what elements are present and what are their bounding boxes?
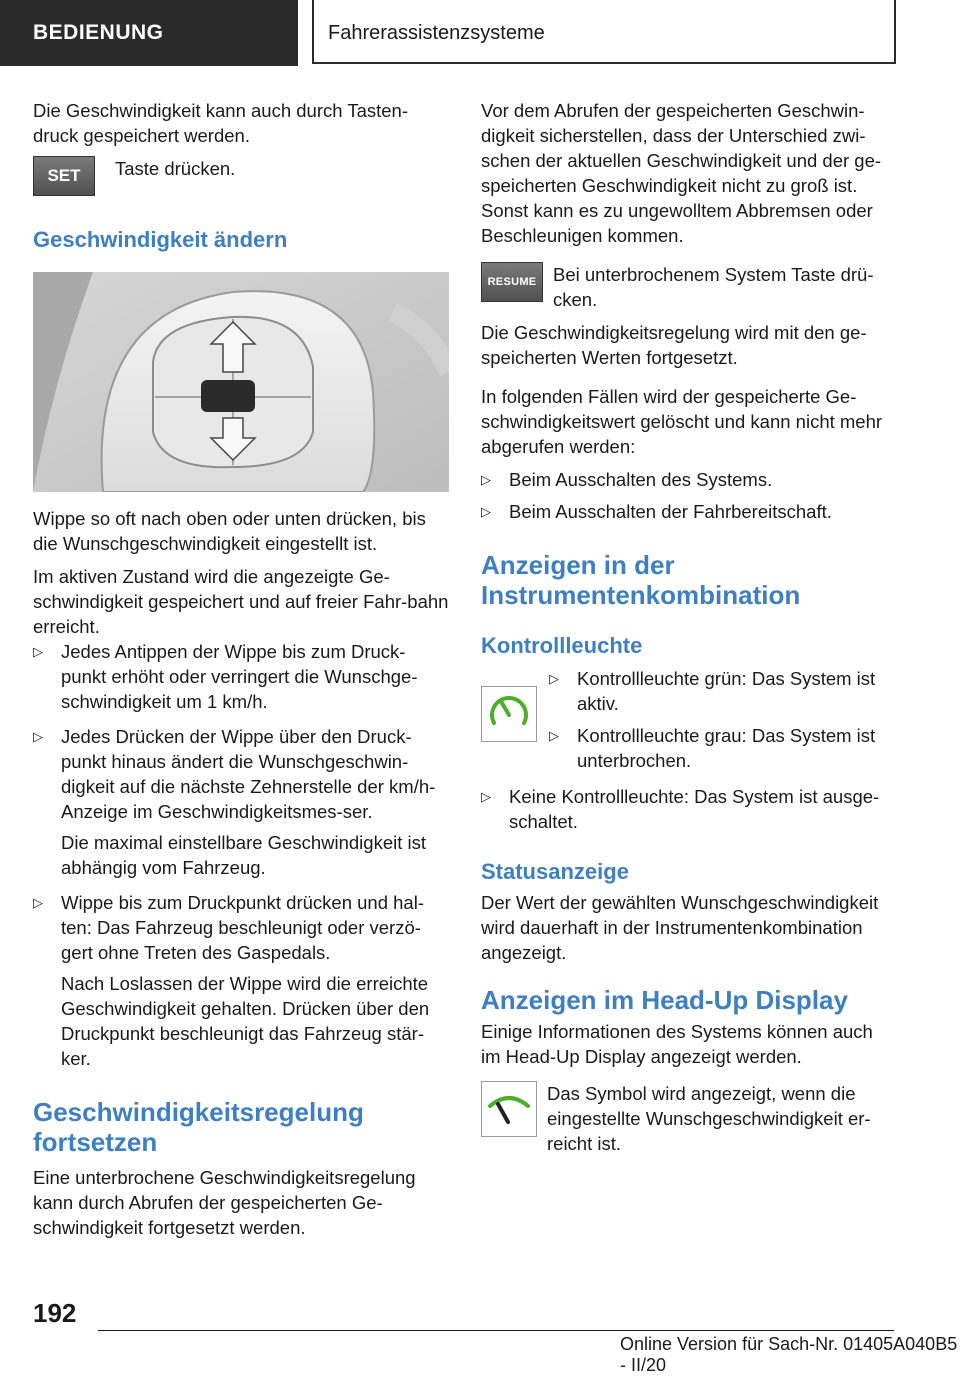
bullet-marker: ▷ (549, 728, 559, 743)
footer-divider (98, 1330, 894, 1331)
heading-status-display: Statusanzeige (481, 859, 629, 884)
list-item: ▷ Kontrollleuchte grau: Das System ist unterbrochen. (549, 725, 876, 771)
chapter-title: Fahrerassistenzsysteme (312, 0, 896, 64)
left-column (33, 98, 449, 1240)
indicator-lamp-block (481, 666, 897, 778)
right-column (481, 98, 897, 1161)
continue-paragraph: Eine unterbrochene Geschwindigkeitsregelung kann durch Abrufen der gespeicherten Ge-schwindigkeit fortgesetzt werden. (33, 1167, 416, 1238)
steering-wheel-rocker-photo (33, 272, 449, 492)
hud-symbol-text: Das Symbol wird angezeigt, wenn die eingestellte Wunschgeschwindigkeit er-reicht ist. (547, 1083, 871, 1154)
section-tab: BEDIENUNG (0, 0, 298, 66)
page-number: 192 (33, 1298, 77, 1328)
resume-button-icon: RESUME (481, 262, 543, 302)
bullet-marker: ▷ (33, 895, 43, 910)
bullet-marker: ▷ (481, 504, 491, 519)
heading-hud: Anzeigen im Head-Up Display (481, 985, 848, 1015)
bullet-marker: ▷ (481, 789, 491, 804)
bullet-marker: ▷ (549, 671, 559, 686)
list-item: ▷ Keine Kontrollleuchte: Das System ist ausge-schaltet. (481, 786, 880, 832)
resume-button-row (481, 262, 897, 312)
list-item: ▷ Kontrollleuchte grün: Das System ist aktiv. (549, 668, 876, 714)
heading-instrument-display: Anzeigen in der Instrumentenkombination (481, 550, 801, 610)
heading-indicator-lamp: Kontrollleuchte (481, 633, 643, 658)
footer-version-text: Online Version für Sach-Nr. 01405A040B5 - II/20 (620, 1334, 958, 1375)
heading-continue-cruise: Geschwindigkeitsregelung fortsetzen (33, 1097, 364, 1157)
active-paragraph: Im aktiven Zustand wird die angezeigte Ge-schwindigkeit gespeichert und auf freier Fahr-bahn erreicht. (33, 566, 449, 637)
lamp-states-list (549, 666, 897, 773)
set-button-text: Taste drücken. (115, 158, 236, 179)
cruise-control-green-icon (481, 686, 537, 742)
page-header (0, 0, 960, 66)
list-item: ▷ Wippe bis zum Druckpunkt drücken und hal-ten: Das Fahrzeug beschleunigt oder verzö-gert ohne Treten des Gaspedals. Nach Loslassen der Wippe wird die erreichte Geschwindigkeit gehalten. Drücken über den Druckpunkt beschleunigt das Fahrzeug stär-ker. (33, 892, 430, 1069)
hud-symbol-block (481, 1081, 897, 1161)
set-button-row (33, 156, 449, 200)
deleted-paragraph: In folgenden Fällen wird der gespeicherte Ge-schwindigkeitswert gelöscht und kann nicht mehr abgerufen werden: (481, 386, 883, 457)
list-item: ▷ Jedes Drücken der Wippe über den Druck-punkt hinaus ändert die Wunschgeschwin-digkeit auf die nächste Zehnerstelle der km/h-Anzeige im Geschwindigkeitsmes-ser. Die maximal einstellbare Geschwindigkeit ist abhängig vom Fahrzeug. (33, 726, 436, 878)
bullet-marker: ▷ (33, 729, 43, 744)
bullet-marker: ▷ (33, 644, 43, 659)
wippe-paragraph: Wippe so oft nach oben oder unten drücken, bis die Wunschgeschwindigkeit eingestellt ist. (33, 508, 426, 554)
list-item: ▷ Jedes Antippen der Wippe bis zum Druck-punkt erhöht oder verringert die Wunschge-schwindigkeit um 1 km/h. (33, 641, 418, 712)
rocker-bullet-list (33, 639, 449, 1071)
intro-paragraph: Die Geschwindigkeit kann auch durch Tasten-druck gespeichert werden. (33, 100, 409, 146)
resumed-paragraph: Die Geschwindigkeitsregelung wird mit den ge-speicherten Werten fortgesetzt. (481, 322, 867, 368)
list-item: ▷ Beim Ausschalten des Systems. (481, 469, 773, 490)
bullet-marker: ▷ (481, 472, 491, 487)
deletion-cases-list (481, 467, 897, 524)
lamp-off-list (481, 784, 897, 834)
hud-speed-reached-icon (481, 1081, 537, 1137)
list-item: ▷ Beim Ausschalten der Fahrbereitschaft. (481, 501, 832, 522)
set-button-icon: SET (33, 156, 95, 196)
before-resume-paragraph: Vor dem Abrufen der gespeicherten Geschwin-digkeit sicherstellen, dass der Unterschied zwi-schen der aktuellen Geschwindigkeit und der ge-speicherten Geschwindigkeit nicht zu groß ist. Sonst kann es zu ungewolltem Abbremsen oder Beschleunigen kommen. (481, 100, 882, 246)
heading-change-speed: Geschwindigkeit ändern (33, 227, 288, 252)
resume-button-text: Bei unterbrochenem System Taste drü-cken. (553, 264, 874, 310)
status-paragraph: Der Wert der gewählten Wunschgeschwindigkeit wird dauerhaft in der Instrumentenkombination angezeigt. (481, 892, 879, 963)
hud-paragraph: Einige Informationen des Systems können auch im Head-Up Display angezeigt werden. (481, 1021, 873, 1067)
